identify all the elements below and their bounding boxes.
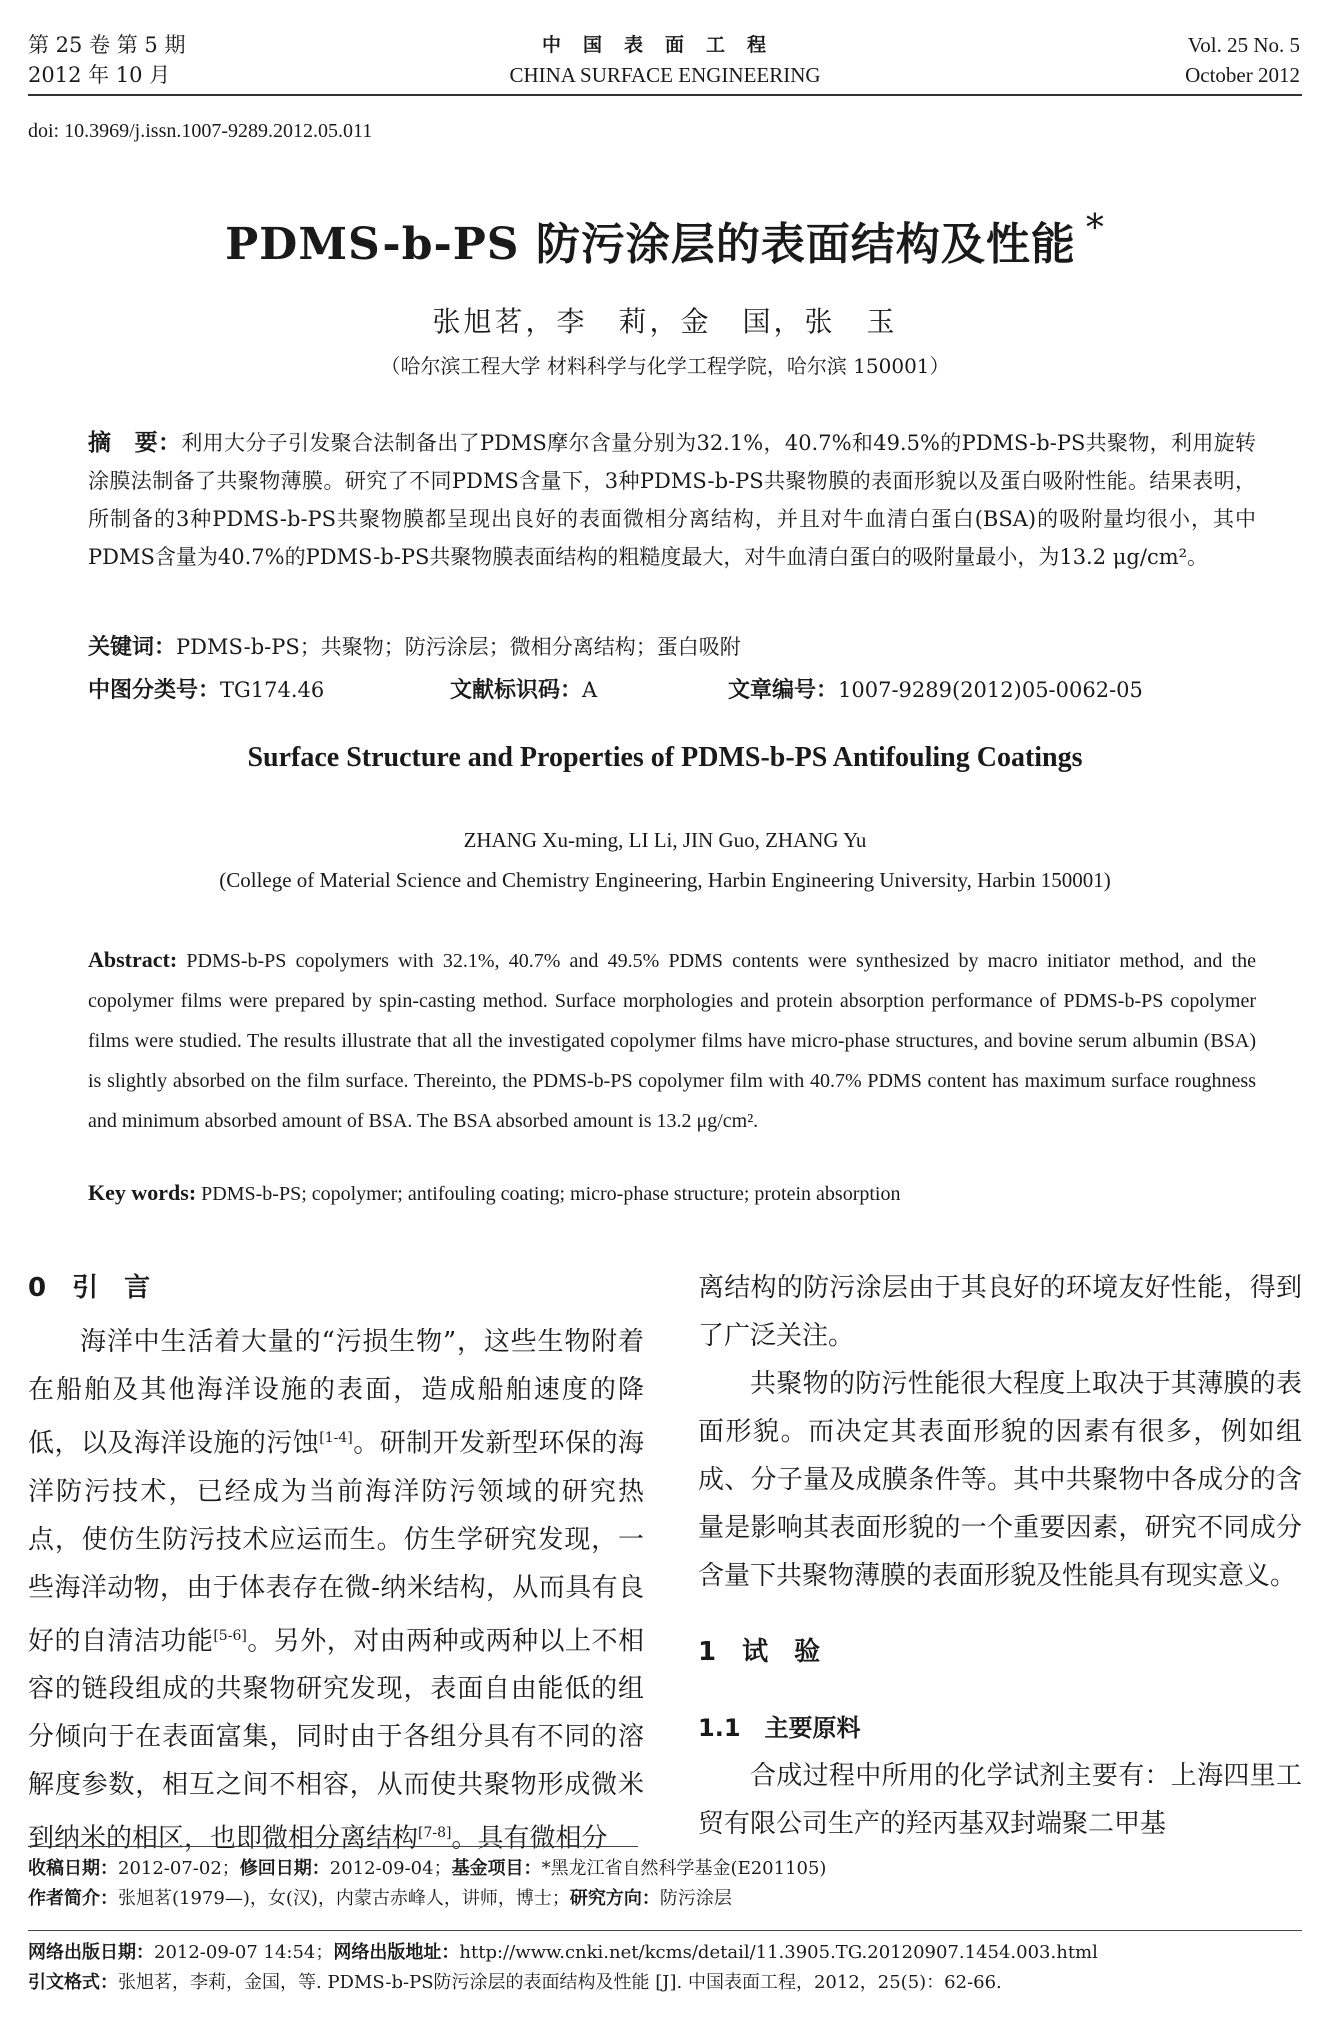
header-right: [1185, 30, 1300, 90]
section-1-heading: 1 试 验: [698, 1637, 821, 1667]
footnote-rule: [28, 1846, 638, 1847]
morphology-paragraph: 共聚物的防污性能很大程度上取决于其薄膜的表面形貌。而决定其表面形貌的因素有很多，例如组成、分子量及成膜条件等。其中共聚物中各成分的含量是影响其表面形貌的一个重要因素，研究不同成分含量下共聚物薄膜的表面形貌及性能具有现实意义。: [698, 1369, 1302, 1591]
revised-date: 2012-09-04；: [329, 1858, 452, 1879]
abstract-en-text: PDMS-b-PS copolymers with 32.1%, 40.7% and 49.5% PDMS contents were synthesized by macro initiator method, and the copolymer films were prepared by spin-casting method. Surface morphologies and protein absorption performance of PDMS-b-PS copolymer films were studied. The results illustrate that all the investigated copolymer films have micro-phase structures, and bovine serum albumin (BSA) is slightly absorbed on the film surface. Thereinto, the PDMS-b-PS copolymer film with 40.7% PDMS content has maximum surface roughness and minimum absorbed amount of BSA. The BSA absorbed amount is 13.2 μg/cm².: [88, 950, 1256, 1132]
doi: doi: 10.3969/j.issn.1007-9289.2012.05.011: [28, 120, 373, 142]
ref-1-4: [1-4]: [319, 1430, 353, 1446]
intro-continuation: 离结构的防污涂层由于其良好的环境友好性能，得到了广泛关注。: [698, 1273, 1302, 1351]
journal-name-zh: 中国表面工程: [541, 34, 788, 56]
cite-label: 引文格式：: [28, 1972, 118, 1993]
header-center: [0, 30, 1330, 90]
online-date-label: 网络出版日期：: [28, 1942, 154, 1963]
journal-date-en: October 2012: [1185, 63, 1300, 87]
research-field: 防污涂层: [659, 1888, 732, 1909]
received-date: 2012-07-02；: [118, 1858, 240, 1879]
ref-7-8: [7-8]: [418, 1825, 452, 1842]
article-number: [728, 673, 1143, 704]
english-title: Surface Structure and Properties of PDMS-b-PS Antifouling Coatings: [247, 742, 1083, 773]
fund-text: *黑龙江省自然科学基金(E201105): [541, 1858, 827, 1879]
footnote-dates: [28, 1854, 1298, 1884]
citation-format: [28, 1968, 1298, 1998]
clc-label: 中图分类号：: [88, 678, 221, 703]
intro-text-b: 。研制开发新型环保的海洋防污技术，已经成为当前海洋防污领域的研究热点，使仿生防污技术应运而生。仿生学研究发现，一些海洋动物，由于体表存在微-纳米结构，从而具有良好的自清洁功能: [28, 1428, 644, 1657]
cite-text: 张旭茗，李莉，金国，等. PDMS-b-PS防污涂层的表面结构及性能 [J]. 中国表面工程，2012，25(5)：62-66.: [118, 1972, 1002, 1993]
research-label: 研究方向：: [569, 1888, 660, 1909]
abstract-zh-text: 利用大分子引发聚合法制备出了PDMS摩尔含量分别为32.1%，40.7%和49.5%的PDMS-b-PS共聚物，利用旋转涂膜法制备了共聚物薄膜。研究了不同PDMS含量下，3种PDMS-b-PS共聚物膜的表面形貌以及蛋白吸附性能。结果表明，所制备的3种PDMS-b-PS共聚物膜都呈现出良好的表面微相分离结构，并且对牛血清白蛋白(BSA)的吸附量均很小，其中PDMS含量为40.7%的PDMS-b-PS共聚物膜表面结构的粗糙度最大，对牛血清白蛋白的吸附量最小，为13.2 μg/cm²。: [88, 431, 1257, 569]
abstract-en: [88, 940, 1256, 1141]
keywords-en: [88, 1180, 1258, 1206]
online-address-link[interactable]: http://www.cnki.net/kcms/detail/11.3905.TG.20120907.1454.003.html: [459, 1942, 1098, 1963]
footnote-author: [28, 1884, 1298, 1914]
keywords-en-label: Key words:: [88, 1180, 197, 1205]
journal-vol-en: Vol. 25 No. 5: [1187, 33, 1300, 57]
footer-rule: [28, 1930, 1302, 1931]
intro-text-c: 。另外，对由两种或两种以上不相容的链段组成的共聚物研究发现，表面自由能低的组分倾向于在表面富集，同时由于各组分具有不同的溶解度参数，相互之间不相容，从而使共聚物形成微米到纳米的相区，也即微相分离结构: [28, 1626, 644, 1854]
paper-title-text: PDMS-b-PS 防污涂层的表面结构及性能: [225, 219, 1076, 270]
keywords-zh: [88, 630, 1258, 661]
ref-5-6: [5-6]: [213, 1627, 247, 1644]
citation-block: [28, 1938, 1298, 1998]
art-value: 1007-9289(2012)05-0062-05: [838, 678, 1143, 702]
abstract-zh: [88, 424, 1256, 576]
english-affiliation: (College of Material Science and Chemistry Engineering, Harbin Engineering University, Harbin 150001): [219, 868, 1111, 892]
received-label: 收稿日期：: [28, 1858, 118, 1879]
section-0-heading: 0 引 言: [28, 1273, 151, 1303]
materials-paragraph: 合成过程中所用的化学试剂主要有：上海四里工贸有限公司生产的羟丙基双封端聚二甲基: [698, 1761, 1302, 1839]
keywords-zh-text: PDMS-b-PS；共聚物；防污涂层；微相分离结构；蛋白吸附: [176, 635, 741, 659]
doc-code: [450, 673, 597, 704]
intro-text-d: 。具有微相分: [451, 1823, 608, 1854]
author-bio-label: 作者简介：: [28, 1888, 118, 1909]
authors: 张旭茗，李 莉，金 国，张 玉: [432, 305, 898, 338]
body-left-column: [28, 1264, 644, 1863]
title-footnote-mark: *: [1085, 208, 1105, 249]
journal-volume: 第 25 卷 第 5 期: [28, 33, 186, 57]
abstract-en-label: Abstract:: [88, 947, 178, 972]
affiliation: （哈尔滨工程大学 材料科学与化学工程学院，哈尔滨 150001）: [380, 354, 950, 378]
journal-date: 2012 年 10 月: [28, 63, 171, 87]
author-bio: 张旭茗(1979—)，女(汉)，内蒙古赤峰人，讲师，博士；: [118, 1888, 570, 1909]
online-addr-label: 网络出版地址：: [333, 1942, 460, 1963]
fund-label: 基金项目：: [451, 1858, 542, 1879]
keywords-en-text: PDMS-b-PS; copolymer; antifouling coating; micro-phase structure; protein absorption: [201, 1183, 901, 1205]
online-publication: [28, 1938, 1298, 1968]
clc-number: [88, 673, 324, 704]
abstract-zh-label: 摘 要：: [88, 430, 182, 456]
section-1-1-heading: 1.1 主要原料: [698, 1714, 861, 1742]
english-authors: ZHANG Xu-ming, LI Li, JIN Guo, ZHANG Yu: [463, 828, 867, 852]
keywords-zh-label: 关键词：: [88, 635, 177, 660]
intro-text-a: 海洋中生活着大量的“污损生物”，这些生物附着在船舶及其他海洋设施的表面，造成船舶速度的降低，以及海洋设施的污蚀: [28, 1327, 644, 1459]
header-rule: [28, 94, 1302, 96]
art-label: 文章编号：: [728, 678, 839, 703]
revised-label: 修回日期：: [239, 1858, 330, 1879]
doc-value: A: [582, 678, 598, 702]
paper-title: [0, 208, 1330, 272]
journal-name-en: CHINA SURFACE ENGINEERING: [509, 63, 821, 87]
intro-paragraph: [28, 1318, 644, 1863]
clc-value: TG174.46: [220, 678, 325, 702]
body-right-column: [698, 1264, 1302, 1848]
online-date: 2012-09-07 14:54；: [154, 1942, 334, 1963]
doc-label: 文献标识码：: [450, 678, 583, 703]
footnotes-block: [28, 1854, 1298, 1914]
